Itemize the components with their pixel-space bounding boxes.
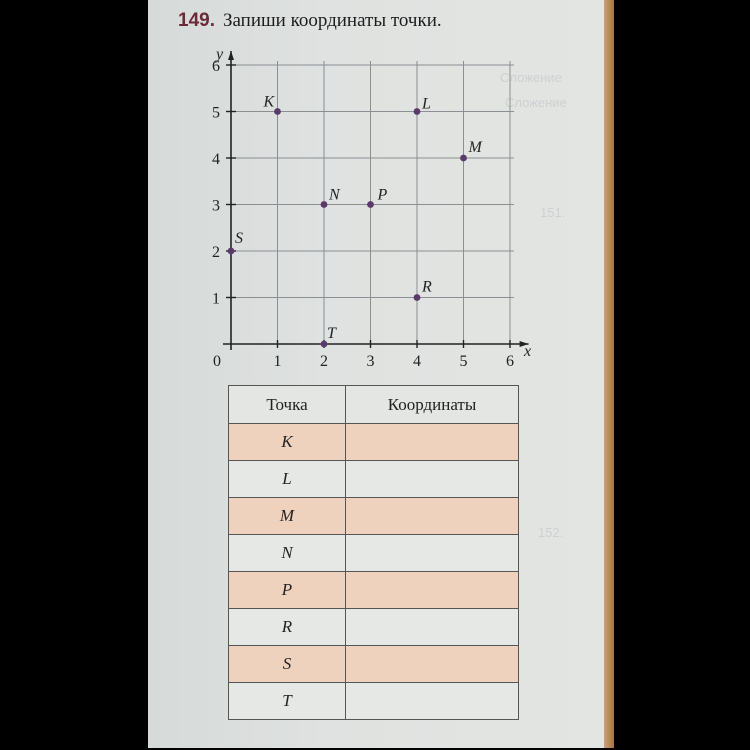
exercise-text: Запиши координаты точки. <box>222 10 442 31</box>
column-header-coordinates: Координаты <box>346 386 519 424</box>
data-point-s <box>228 248 235 255</box>
origin-label: 0 <box>213 353 221 370</box>
y-tick-label: 3 <box>212 197 220 215</box>
data-point-n <box>321 201 328 208</box>
data-point-r <box>414 294 421 301</box>
point-label-p: P <box>377 186 388 204</box>
x-tick-label: 6 <box>506 353 514 370</box>
point-label-k: K <box>263 93 275 111</box>
coordinates-cell[interactable] <box>346 609 519 646</box>
x-tick-label: 1 <box>273 353 282 370</box>
coordinates-cell[interactable] <box>346 572 519 609</box>
coordinates-cell[interactable] <box>346 646 519 683</box>
point-label-r: R <box>422 278 432 296</box>
table-row <box>229 572 519 609</box>
data-point-l <box>414 108 421 115</box>
table-row <box>229 424 519 461</box>
grid-lines <box>232 61 514 343</box>
point-name-cell: K <box>229 424 346 461</box>
table-row <box>229 498 519 535</box>
y-axis-arrow <box>228 51 234 60</box>
table-row <box>229 535 519 572</box>
coordinates-cell[interactable] <box>346 461 519 498</box>
x-tick-label: 3 <box>366 353 375 370</box>
y-axis-label: y <box>216 46 224 63</box>
point-label-s: S <box>235 230 243 247</box>
table-row <box>229 683 519 720</box>
y-tick-label: 1 <box>212 290 220 308</box>
x-tick-label: 2 <box>320 353 328 370</box>
x-tick-label: 4 <box>413 353 421 370</box>
exercise-number: 149. <box>178 10 215 31</box>
table-row <box>229 609 519 646</box>
data-point-m <box>460 155 467 162</box>
tick-labels <box>212 46 531 370</box>
y-tick-label: 5 <box>212 104 220 122</box>
point-label-t: T <box>327 325 336 342</box>
point-name-cell: M <box>229 498 346 535</box>
table-row <box>229 646 519 683</box>
data-point-p <box>367 201 374 208</box>
point-label-m: M <box>468 139 482 156</box>
point-label-n: N <box>329 186 340 204</box>
coordinates-cell[interactable] <box>346 535 519 572</box>
data-point-k <box>274 108 281 115</box>
table-header-row <box>229 386 519 424</box>
table-row <box>229 461 519 498</box>
y-tick-label: 6 <box>212 58 220 75</box>
point-name-cell: P <box>229 572 346 609</box>
point-label-l: L <box>422 95 431 113</box>
point-name-cell: R <box>229 609 346 646</box>
coordinates-table <box>228 385 519 720</box>
point-name-cell: L <box>229 461 346 498</box>
coordinates-cell[interactable] <box>346 683 519 720</box>
y-tick-label: 2 <box>212 244 220 261</box>
data-points <box>228 94 484 348</box>
point-name-cell: T <box>229 683 346 720</box>
column-header-point: Точка <box>229 386 346 424</box>
y-tick-label: 4 <box>212 151 220 168</box>
point-name-cell: S <box>229 646 346 683</box>
point-name-cell: N <box>229 535 346 572</box>
coordinates-cell[interactable] <box>346 424 519 461</box>
x-tick-label: 5 <box>459 353 468 370</box>
x-axis-label: x <box>524 343 532 360</box>
coordinates-cell[interactable] <box>346 498 519 535</box>
